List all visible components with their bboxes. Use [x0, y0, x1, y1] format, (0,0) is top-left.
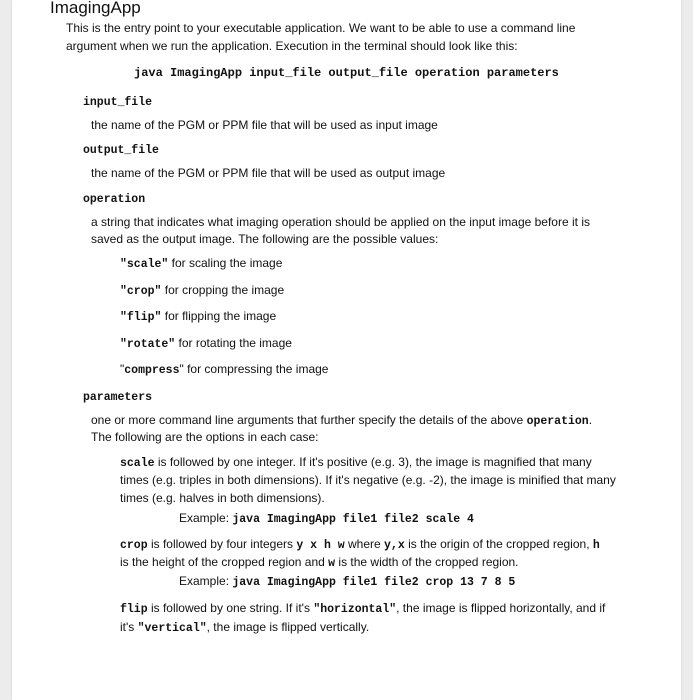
output-file-desc: the name of the PGM or PPM file that will be used as output image: [91, 166, 446, 180]
input-file-desc: the name of the PGM or PPM file that will be used as input image: [91, 118, 438, 132]
operation-value-scale: "scale" for scaling the image: [120, 256, 283, 271]
crop-line-1: crop is followed by four integers y x h w where y,x is the origin of the cropped region, h: [120, 537, 600, 552]
operation-desc-line-1: a string that indicates what imaging operation should be applied on the input image before it is: [91, 215, 590, 229]
operation-value-crop: "crop" for cropping the image: [120, 283, 285, 298]
flip-line-1: flip is followed by one string. If it's "horizontal", the image is flipped horizontally, and if: [120, 601, 606, 616]
term-output-file: output_file: [83, 144, 159, 157]
operation-value-compress: "compress" for compressing the image: [120, 362, 329, 377]
parameters-desc-line-2: The following are the options in each case:: [91, 430, 319, 444]
page-title: ImagingApp: [50, 0, 141, 17]
term-parameters: parameters: [83, 391, 153, 404]
operation-value-rotate: "rotate" for rotating the image: [120, 336, 292, 351]
scale-line-1: scale is followed by one integer. If it's positive (e.g. 3), the image is magnified that many: [120, 455, 592, 470]
intro-line-2: argument when we run the application. Execution in the terminal should look like this:: [66, 39, 518, 53]
scale-line-2: times (e.g. triples in both dimensions). If it's negative (e.g. -2), the image is minified that many: [120, 473, 616, 487]
operation-desc-line-2: saved as the output image. The following are the possible values:: [91, 232, 439, 246]
term-input-file: input_file: [83, 96, 153, 109]
term-operation: operation: [83, 193, 146, 206]
scale-example: Example: java ImagingApp file1 file2 scale 4: [179, 511, 474, 526]
crop-example: Example: java ImagingApp file1 file2 crop 13 7 8 5: [179, 574, 516, 589]
crop-line-2: is the height of the cropped region and w is the width of the cropped region.: [120, 555, 519, 570]
command-example: java ImagingApp input_file output_file operation parameters: [134, 66, 559, 80]
parameters-desc-line-1: one or more command line arguments that further specify the details of the above operation.: [91, 413, 593, 428]
flip-line-2: it's "vertical", the image is flipped vertically.: [120, 620, 370, 635]
operation-value-flip: "flip" for flipping the image: [120, 309, 277, 324]
scale-line-3: times (e.g. halves in both dimensions).: [120, 491, 325, 505]
document-page: [12, 0, 681, 700]
intro-line-1: This is the entry point to your executable application. We want to be able to use a command line: [66, 21, 576, 35]
